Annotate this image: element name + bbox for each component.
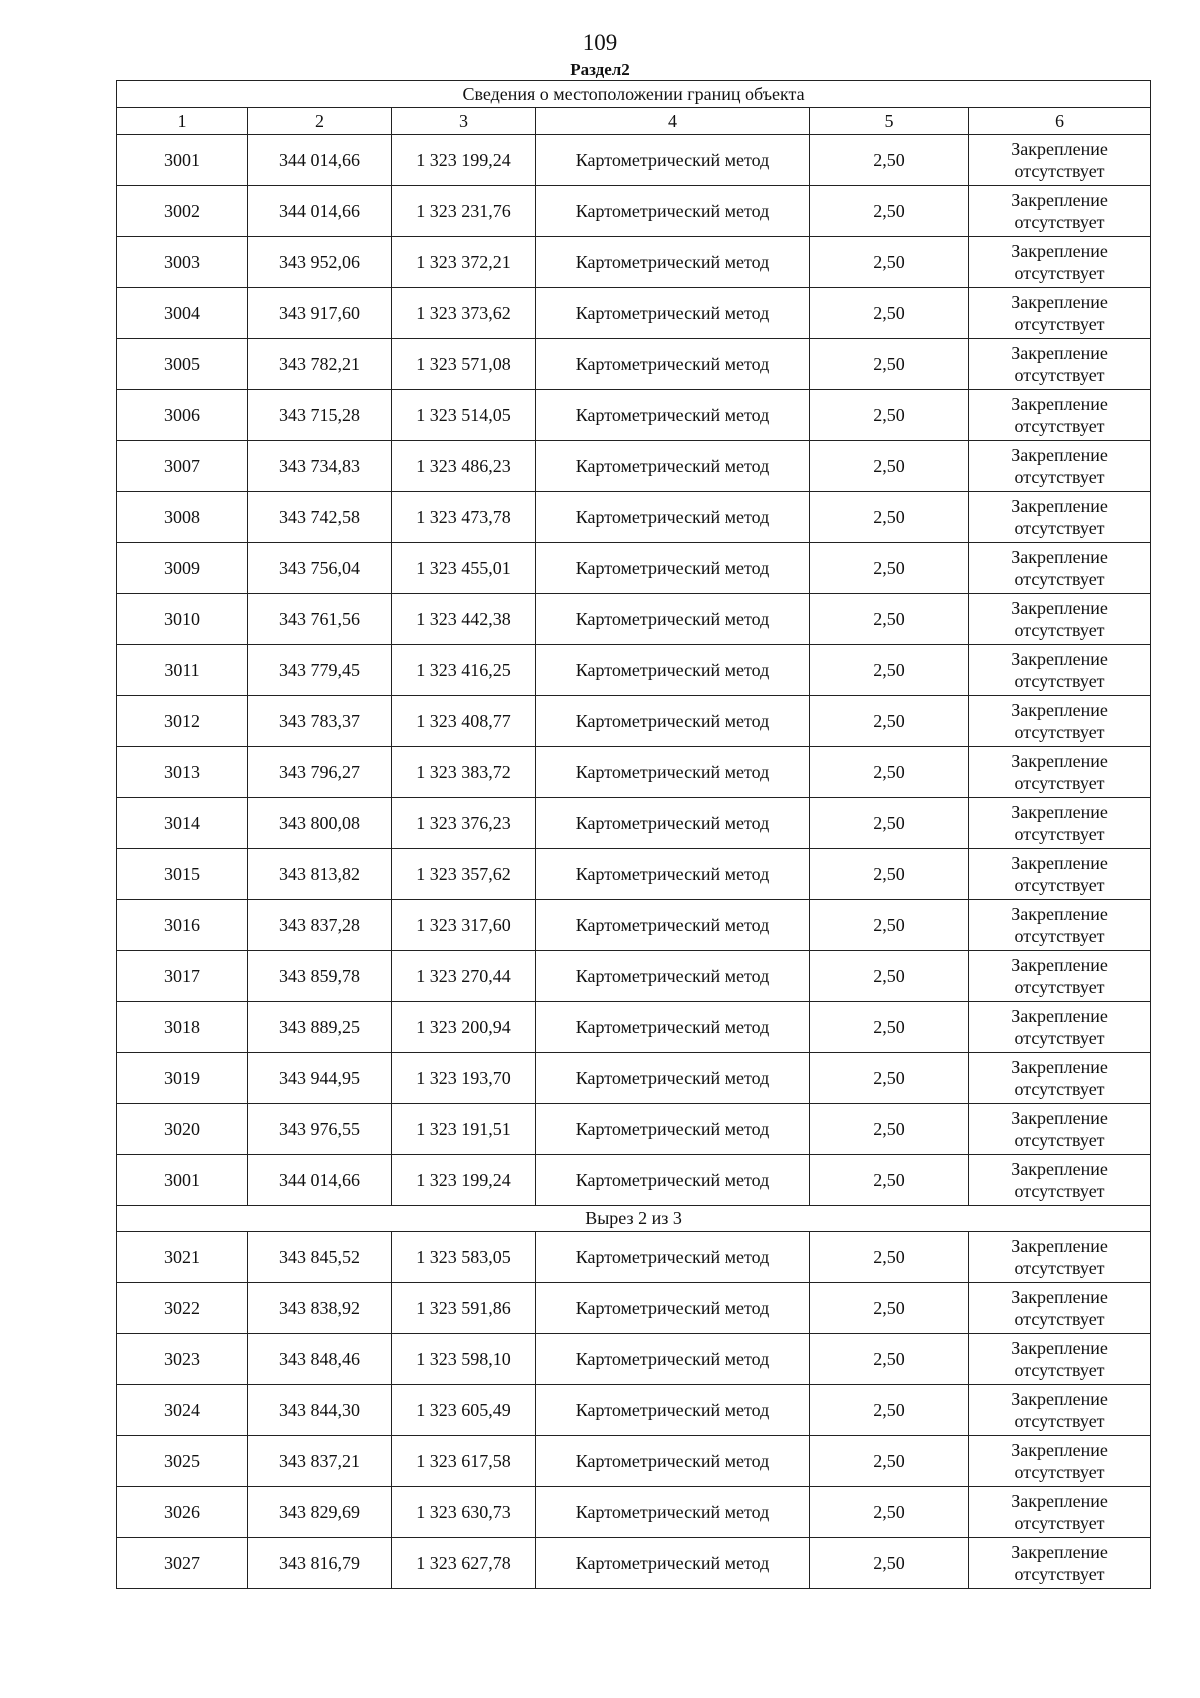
section-label: Вырез 2 из 3 (117, 1206, 1151, 1232)
point-number-cell: 3005 (117, 339, 248, 390)
accuracy-cell: 2,50 (810, 1155, 969, 1206)
point-number-cell: 3020 (117, 1104, 248, 1155)
accuracy-cell: 2,50 (810, 288, 969, 339)
x-coordinate-cell: 343 845,52 (248, 1232, 392, 1283)
y-coordinate-cell: 1 323 376,23 (392, 798, 536, 849)
x-coordinate-cell: 343 944,95 (248, 1053, 392, 1104)
accuracy-cell: 2,50 (810, 339, 969, 390)
section-label-row (117, 1206, 1151, 1232)
accuracy-cell: 2,50 (810, 645, 969, 696)
fixation-cell: Закрепление отсутствует (969, 1385, 1151, 1436)
y-coordinate-cell: 1 323 583,05 (392, 1232, 536, 1283)
y-coordinate-cell: 1 323 270,44 (392, 951, 536, 1002)
point-number-cell: 3009 (117, 543, 248, 594)
method-cell: Картометрический метод (536, 747, 810, 798)
table-row (117, 390, 1151, 441)
column-header: 6 (969, 108, 1151, 135)
fixation-cell: Закрепление отсутствует (969, 1487, 1151, 1538)
point-number-cell: 3007 (117, 441, 248, 492)
y-coordinate-cell: 1 323 455,01 (392, 543, 536, 594)
y-coordinate-cell: 1 323 514,05 (392, 390, 536, 441)
point-number-cell: 3010 (117, 594, 248, 645)
fixation-cell: Закрепление отсутствует (969, 1334, 1151, 1385)
accuracy-cell: 2,50 (810, 492, 969, 543)
fixation-cell: Закрепление отсутствует (969, 441, 1151, 492)
fixation-cell: Закрепление отсутствует (969, 798, 1151, 849)
x-coordinate-cell: 344 014,66 (248, 1155, 392, 1206)
fixation-cell: Закрепление отсутствует (969, 747, 1151, 798)
x-coordinate-cell: 344 014,66 (248, 186, 392, 237)
table-row (117, 594, 1151, 645)
table-row (117, 849, 1151, 900)
point-number-cell: 3019 (117, 1053, 248, 1104)
x-coordinate-cell: 343 734,83 (248, 441, 392, 492)
y-coordinate-cell: 1 323 383,72 (392, 747, 536, 798)
point-number-cell: 3008 (117, 492, 248, 543)
y-coordinate-cell: 1 323 199,24 (392, 135, 536, 186)
fixation-cell: Закрепление отсутствует (969, 492, 1151, 543)
table-row (117, 696, 1151, 747)
table-row (117, 186, 1151, 237)
page-number: 109 (582, 30, 618, 55)
table-row (117, 1002, 1151, 1053)
x-coordinate-cell: 343 779,45 (248, 645, 392, 696)
table-row (117, 339, 1151, 390)
fixation-cell: Закрепление отсутствует (969, 696, 1151, 747)
table-row (117, 747, 1151, 798)
point-number-cell: 3025 (117, 1436, 248, 1487)
fixation-cell: Закрепление отсутствует (969, 1002, 1151, 1053)
x-coordinate-cell: 343 816,79 (248, 1538, 392, 1589)
accuracy-cell: 2,50 (810, 543, 969, 594)
fixation-cell: Закрепление отсутствует (969, 1104, 1151, 1155)
point-number-cell: 3023 (117, 1334, 248, 1385)
table-row (117, 1053, 1151, 1104)
point-number-cell: 3013 (117, 747, 248, 798)
y-coordinate-cell: 1 323 442,38 (392, 594, 536, 645)
table-row (117, 1232, 1151, 1283)
method-cell: Картометрический метод (536, 645, 810, 696)
method-cell: Картометрический метод (536, 1385, 810, 1436)
table-row (117, 951, 1151, 1002)
fixation-cell: Закрепление отсутствует (969, 900, 1151, 951)
method-cell: Картометрический метод (536, 492, 810, 543)
y-coordinate-cell: 1 323 191,51 (392, 1104, 536, 1155)
y-coordinate-cell: 1 323 571,08 (392, 339, 536, 390)
x-coordinate-cell: 343 756,04 (248, 543, 392, 594)
x-coordinate-cell: 343 952,06 (248, 237, 392, 288)
fixation-cell: Закрепление отсутствует (969, 594, 1151, 645)
accuracy-cell: 2,50 (810, 747, 969, 798)
method-cell: Картометрический метод (536, 237, 810, 288)
point-number-cell: 3022 (117, 1283, 248, 1334)
method-cell: Картометрический метод (536, 900, 810, 951)
method-cell: Картометрический метод (536, 339, 810, 390)
y-coordinate-cell: 1 323 605,49 (392, 1385, 536, 1436)
y-coordinate-cell: 1 323 193,70 (392, 1053, 536, 1104)
fixation-cell: Закрепление отсутствует (969, 1538, 1151, 1589)
method-cell: Картометрический метод (536, 951, 810, 1002)
accuracy-cell: 2,50 (810, 900, 969, 951)
fixation-cell: Закрепление отсутствует (969, 1436, 1151, 1487)
accuracy-cell: 2,50 (810, 696, 969, 747)
x-coordinate-cell: 344 014,66 (248, 135, 392, 186)
method-cell: Картометрический метод (536, 1232, 810, 1283)
accuracy-cell: 2,50 (810, 1487, 969, 1538)
y-coordinate-cell: 1 323 373,62 (392, 288, 536, 339)
point-number-cell: 3002 (117, 186, 248, 237)
accuracy-cell: 2,50 (810, 1283, 969, 1334)
point-number-cell: 3024 (117, 1385, 248, 1436)
point-number-cell: 3001 (117, 1155, 248, 1206)
column-header: 4 (536, 108, 810, 135)
table-row (117, 1104, 1151, 1155)
x-coordinate-cell: 343 715,28 (248, 390, 392, 441)
point-number-cell: 3018 (117, 1002, 248, 1053)
method-cell: Картометрический метод (536, 798, 810, 849)
fixation-cell: Закрепление отсутствует (969, 1155, 1151, 1206)
x-coordinate-cell: 343 859,78 (248, 951, 392, 1002)
y-coordinate-cell: 1 323 627,78 (392, 1538, 536, 1589)
table-row (117, 543, 1151, 594)
x-coordinate-cell: 343 837,28 (248, 900, 392, 951)
method-cell: Картометрический метод (536, 1053, 810, 1104)
x-coordinate-cell: 343 844,30 (248, 1385, 392, 1436)
column-header: 5 (810, 108, 969, 135)
y-coordinate-cell: 1 323 200,94 (392, 1002, 536, 1053)
method-cell: Картометрический метод (536, 1283, 810, 1334)
accuracy-cell: 2,50 (810, 237, 969, 288)
y-coordinate-cell: 1 323 317,60 (392, 900, 536, 951)
method-cell: Картометрический метод (536, 1002, 810, 1053)
accuracy-cell: 2,50 (810, 390, 969, 441)
fixation-cell: Закрепление отсутствует (969, 135, 1151, 186)
table-row (117, 1334, 1151, 1385)
x-coordinate-cell: 343 917,60 (248, 288, 392, 339)
table-row (117, 645, 1151, 696)
accuracy-cell: 2,50 (810, 1104, 969, 1155)
point-number-cell: 3016 (117, 900, 248, 951)
table-row (117, 900, 1151, 951)
method-cell: Картометрический метод (536, 1436, 810, 1487)
fixation-cell: Закрепление отсутствует (969, 849, 1151, 900)
table-row (117, 1538, 1151, 1589)
accuracy-cell: 2,50 (810, 1385, 969, 1436)
fixation-cell: Закрепление отсутствует (969, 339, 1151, 390)
point-number-cell: 3021 (117, 1232, 248, 1283)
point-number-cell: 3011 (117, 645, 248, 696)
section-title: Раздел2 (570, 60, 630, 79)
x-coordinate-cell: 343 848,46 (248, 1334, 392, 1385)
accuracy-cell: 2,50 (810, 1436, 969, 1487)
x-coordinate-cell: 343 838,92 (248, 1283, 392, 1334)
table-row (117, 1283, 1151, 1334)
table-row (117, 237, 1151, 288)
method-cell: Картометрический метод (536, 1334, 810, 1385)
accuracy-cell: 2,50 (810, 849, 969, 900)
x-coordinate-cell: 343 742,58 (248, 492, 392, 543)
fixation-cell: Закрепление отсутствует (969, 1232, 1151, 1283)
y-coordinate-cell: 1 323 372,21 (392, 237, 536, 288)
column-header: 1 (117, 108, 248, 135)
method-cell: Картометрический метод (536, 1487, 810, 1538)
method-cell: Картометрический метод (536, 390, 810, 441)
fixation-cell: Закрепление отсутствует (969, 186, 1151, 237)
table-row (117, 492, 1151, 543)
y-coordinate-cell: 1 323 199,24 (392, 1155, 536, 1206)
fixation-cell: Закрепление отсутствует (969, 645, 1151, 696)
fixation-cell: Закрепление отсутствует (969, 1053, 1151, 1104)
accuracy-cell: 2,50 (810, 135, 969, 186)
y-coordinate-cell: 1 323 617,58 (392, 1436, 536, 1487)
point-number-cell: 3004 (117, 288, 248, 339)
x-coordinate-cell: 343 813,82 (248, 849, 392, 900)
x-coordinate-cell: 343 761,56 (248, 594, 392, 645)
x-coordinate-cell: 343 782,21 (248, 339, 392, 390)
x-coordinate-cell: 343 829,69 (248, 1487, 392, 1538)
method-cell: Картометрический метод (536, 696, 810, 747)
table-row (117, 1487, 1151, 1538)
accuracy-cell: 2,50 (810, 441, 969, 492)
point-number-cell: 3003 (117, 237, 248, 288)
y-coordinate-cell: 1 323 598,10 (392, 1334, 536, 1385)
accuracy-cell: 2,50 (810, 1232, 969, 1283)
point-number-cell: 3015 (117, 849, 248, 900)
table-row (117, 1385, 1151, 1436)
point-number-cell: 3017 (117, 951, 248, 1002)
method-cell: Картометрический метод (536, 288, 810, 339)
point-number-cell: 3014 (117, 798, 248, 849)
accuracy-cell: 2,50 (810, 1538, 969, 1589)
y-coordinate-cell: 1 323 486,23 (392, 441, 536, 492)
x-coordinate-cell: 343 783,37 (248, 696, 392, 747)
y-coordinate-cell: 1 323 357,62 (392, 849, 536, 900)
boundary-table (116, 80, 1151, 1589)
fixation-cell: Закрепление отсутствует (969, 951, 1151, 1002)
accuracy-cell: 2,50 (810, 594, 969, 645)
point-number-cell: 3001 (117, 135, 248, 186)
fixation-cell: Закрепление отсутствует (969, 1283, 1151, 1334)
x-coordinate-cell: 343 837,21 (248, 1436, 392, 1487)
y-coordinate-cell: 1 323 591,86 (392, 1283, 536, 1334)
x-coordinate-cell: 343 796,27 (248, 747, 392, 798)
x-coordinate-cell: 343 800,08 (248, 798, 392, 849)
column-header: 3 (392, 108, 536, 135)
y-coordinate-cell: 1 323 231,76 (392, 186, 536, 237)
x-coordinate-cell: 343 976,55 (248, 1104, 392, 1155)
point-number-cell: 3012 (117, 696, 248, 747)
table-caption: Сведения о местоположении границ объекта (117, 81, 1151, 108)
accuracy-cell: 2,50 (810, 1334, 969, 1385)
method-cell: Картометрический метод (536, 543, 810, 594)
method-cell: Картометрический метод (536, 1155, 810, 1206)
table-body (117, 135, 1151, 1589)
table-row (117, 135, 1151, 186)
method-cell: Картометрический метод (536, 441, 810, 492)
y-coordinate-cell: 1 323 473,78 (392, 492, 536, 543)
point-number-cell: 3006 (117, 390, 248, 441)
table-row (117, 798, 1151, 849)
accuracy-cell: 2,50 (810, 951, 969, 1002)
point-number-cell: 3026 (117, 1487, 248, 1538)
method-cell: Картометрический метод (536, 1104, 810, 1155)
y-coordinate-cell: 1 323 630,73 (392, 1487, 536, 1538)
x-coordinate-cell: 343 889,25 (248, 1002, 392, 1053)
point-number-cell: 3027 (117, 1538, 248, 1589)
method-cell: Картометрический метод (536, 594, 810, 645)
column-header-row (117, 108, 1151, 135)
accuracy-cell: 2,50 (810, 1053, 969, 1104)
fixation-cell: Закрепление отсутствует (969, 237, 1151, 288)
table-row (117, 441, 1151, 492)
fixation-cell: Закрепление отсутствует (969, 390, 1151, 441)
fixation-cell: Закрепление отсутствует (969, 288, 1151, 339)
fixation-cell: Закрепление отсутствует (969, 543, 1151, 594)
y-coordinate-cell: 1 323 416,25 (392, 645, 536, 696)
y-coordinate-cell: 1 323 408,77 (392, 696, 536, 747)
table-row (117, 288, 1151, 339)
column-header: 2 (248, 108, 392, 135)
method-cell: Картометрический метод (536, 1538, 810, 1589)
accuracy-cell: 2,50 (810, 186, 969, 237)
accuracy-cell: 2,50 (810, 798, 969, 849)
table-row (117, 1155, 1151, 1206)
method-cell: Картометрический метод (536, 135, 810, 186)
method-cell: Картометрический метод (536, 186, 810, 237)
table-row (117, 1436, 1151, 1487)
method-cell: Картометрический метод (536, 849, 810, 900)
accuracy-cell: 2,50 (810, 1002, 969, 1053)
